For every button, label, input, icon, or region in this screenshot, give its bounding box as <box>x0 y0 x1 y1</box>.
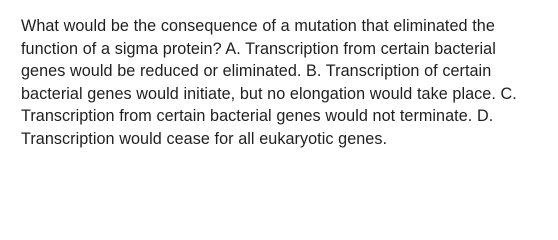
question-text: What would be the consequence of a mutation that eliminated the function of a sigma protein? A. Transcription from certain bacterial genes would be reduced or eliminated. B. Transcription of certain bacterial genes would initiate, but no elongation would take place. C. Transcription from certain bacterial genes would not terminate. D. Transcription would cease for all eukaryotic genes. <box>21 17 517 148</box>
